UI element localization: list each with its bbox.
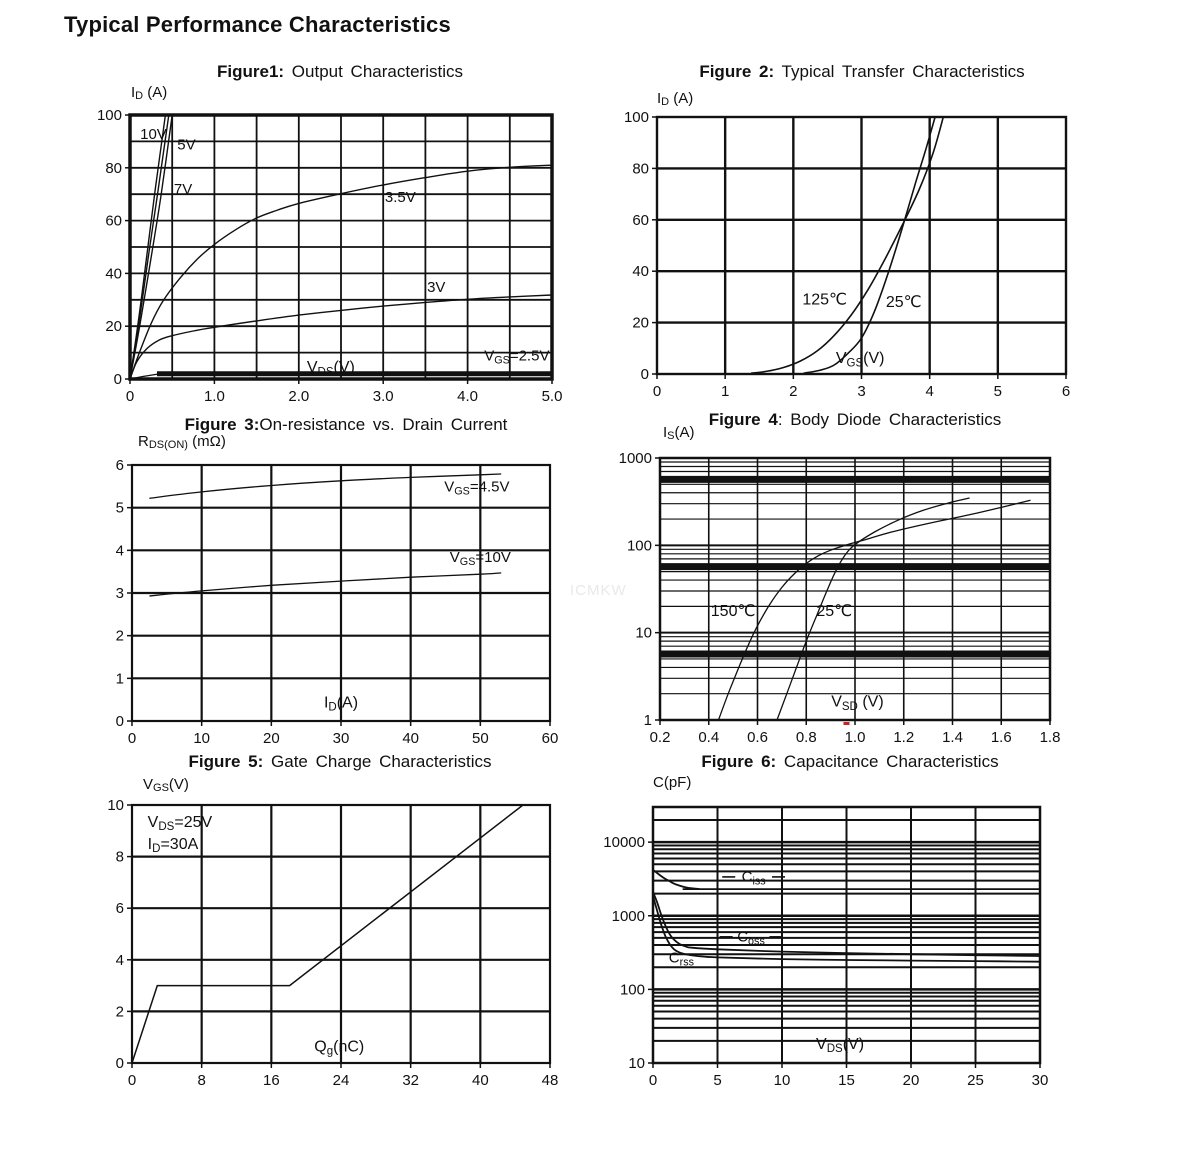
svg-text:40: 40 <box>402 730 420 747</box>
svg-text:0: 0 <box>125 388 135 405</box>
figure-5-caption: Gate Charge Characteristics <box>263 752 492 771</box>
svg-text:100: 100 <box>623 109 649 126</box>
svg-text:30: 30 <box>1031 1072 1049 1089</box>
svg-text:10: 10 <box>628 1055 645 1072</box>
figure-5-y-axis-label: VGS(V) <box>143 776 189 794</box>
svg-text:1.0: 1.0 <box>844 729 866 746</box>
svg-text:8: 8 <box>115 848 124 866</box>
svg-text:Qg(nC): $Q_g(nC)$ <box>314 1038 365 1058</box>
svg-text:40: 40 <box>471 1072 489 1089</box>
svg-text:24: 24 <box>332 1072 350 1089</box>
svg-text:150℃: 150℃ <box>710 603 756 621</box>
svg-text:1000: 1000 <box>611 907 645 925</box>
svg-text:5.0: 5.0 <box>541 388 563 405</box>
svg-text:10: 10 <box>107 797 124 814</box>
svg-text:125℃: 125℃ <box>802 291 848 309</box>
svg-text:32: 32 <box>402 1072 420 1089</box>
svg-text:50: 50 <box>471 730 489 747</box>
figure-3-chart <box>82 457 570 756</box>
svg-text:Crss: $C_{rss}$ <box>668 949 695 969</box>
svg-text:60: 60 <box>632 211 649 229</box>
svg-text:3.0: 3.0 <box>372 388 394 405</box>
svg-text:48: 48 <box>541 1072 559 1089</box>
figure-4-title <box>709 410 1002 430</box>
svg-text:1.6: 1.6 <box>990 729 1012 746</box>
svg-text:30: 30 <box>332 730 350 747</box>
svg-text:1.8: 1.8 <box>1039 729 1061 746</box>
svg-text:ID(A): $I_D(A)$ <box>323 694 359 714</box>
figure-5-number: Figure 5: <box>188 752 264 771</box>
svg-text:4: 4 <box>115 542 124 560</box>
figure-4-caption: : Body Diode Characteristics <box>777 410 1002 429</box>
svg-text:1.2: 1.2 <box>893 729 915 746</box>
svg-text:VGS(V): $V_{GS}(V)$ <box>835 350 885 370</box>
svg-text:16: 16 <box>262 1072 280 1089</box>
figure-2-caption: Typical Transfer Characteristics <box>774 62 1025 81</box>
figure-3-y-axis-label: RDS(ON) (mΩ) <box>138 433 226 451</box>
figure-1-caption: Output Characteristics <box>284 62 463 81</box>
svg-text:3V: 3V <box>427 278 446 296</box>
figure-4-plot <box>610 450 1070 750</box>
svg-text:10000: 10000 <box>603 834 645 852</box>
figure-2-number: Figure 2: <box>699 62 775 81</box>
svg-text:2: 2 <box>115 627 124 645</box>
svg-text:20: 20 <box>262 730 280 747</box>
svg-text:8: 8 <box>197 1072 206 1089</box>
figure-3-number: Figure 3: <box>184 415 260 434</box>
figure-1-number: Figure1: <box>217 62 285 81</box>
figure-2-series-25C <box>804 117 936 373</box>
page-title: Typical Performance Characteristics <box>64 12 451 37</box>
svg-text:VGS=2.5V: $V_{GS}=2.5V$ <box>484 347 550 367</box>
svg-text:80: 80 <box>632 160 649 178</box>
figure-1-plot <box>80 107 572 409</box>
figure-2-chart <box>607 109 1086 409</box>
svg-text:10: 10 <box>635 624 652 642</box>
svg-text:1.0: 1.0 <box>203 388 225 405</box>
svg-text:100: 100 <box>96 107 122 124</box>
svg-text:0: 0 <box>113 371 122 388</box>
svg-text:25℃: 25℃ <box>885 294 922 312</box>
svg-text:15: 15 <box>838 1072 855 1089</box>
svg-text:VDS(V): $V_{DS}(V)$ <box>816 1035 865 1056</box>
svg-text:0: 0 <box>127 730 137 747</box>
svg-text:VGS=10V: $V_{GS}=10V$ <box>449 548 511 568</box>
svg-text:3.5V: 3.5V <box>384 189 416 207</box>
figure-5-title <box>189 752 492 772</box>
figure-3-title <box>185 415 508 435</box>
svg-text:0: 0 <box>640 366 649 383</box>
svg-text:10: 10 <box>193 730 211 747</box>
svg-text:1.4: 1.4 <box>942 729 963 746</box>
figure-2-plot <box>607 109 1086 404</box>
watermark: ICMKW <box>570 582 627 599</box>
svg-text:0: 0 <box>648 1072 658 1089</box>
svg-text:100: 100 <box>619 981 645 999</box>
svg-text:1: 1 <box>643 712 652 729</box>
figure-3-plot <box>82 457 570 751</box>
svg-text:6: 6 <box>115 900 124 918</box>
svg-text:0: 0 <box>127 1072 137 1089</box>
figure-2-title <box>699 62 1024 82</box>
svg-text:25: 25 <box>967 1072 984 1089</box>
svg-text:40: 40 <box>105 265 122 283</box>
svg-text:2: 2 <box>789 383 798 400</box>
svg-text:0.4: 0.4 <box>698 729 720 746</box>
svg-text:20: 20 <box>632 314 649 332</box>
svg-text:0.8: 0.8 <box>795 729 817 746</box>
figure-6-number: Figure 6: <box>701 752 777 771</box>
figure-4-chart <box>610 450 1070 755</box>
svg-text:2.0: 2.0 <box>288 388 310 405</box>
svg-text:1: 1 <box>720 383 730 400</box>
figure-1-title <box>217 62 463 82</box>
svg-text:5V: 5V <box>177 136 196 154</box>
figure-4-number: Figure 4 <box>708 410 778 429</box>
svg-text:4: 4 <box>925 383 934 400</box>
svg-text:4.0: 4.0 <box>457 388 479 405</box>
svg-text:6: 6 <box>1061 383 1071 400</box>
svg-text:VGS=4.5V: $V_{GS}=4.5V$ <box>444 478 510 498</box>
svg-text:VDS=25V: $V_{DS}=25V$ <box>147 813 213 834</box>
svg-text:100: 100 <box>626 537 652 555</box>
svg-text:VDS(V): $V_{DS}(V)$ <box>306 359 355 379</box>
svg-text:VSD (V): $V_{SD}$ (V) <box>831 693 884 713</box>
svg-text:0: 0 <box>652 383 662 400</box>
svg-text:1000: 1000 <box>618 450 652 467</box>
svg-text:7V: 7V <box>173 181 193 199</box>
svg-text:10: 10 <box>773 1072 791 1089</box>
svg-text:20: 20 <box>902 1072 920 1089</box>
svg-text:20: 20 <box>105 318 122 336</box>
svg-text:6: 6 <box>115 457 124 474</box>
figure-2-y-axis-label: ID (A) <box>657 90 694 108</box>
svg-text:80: 80 <box>105 159 122 177</box>
svg-text:4: 4 <box>115 951 124 969</box>
svg-text:0.2: 0.2 <box>649 729 671 746</box>
svg-text:2: 2 <box>115 1003 124 1021</box>
svg-text:40: 40 <box>632 263 649 281</box>
figure-2-series-125C <box>751 117 943 373</box>
figure-1-chart <box>80 107 572 414</box>
svg-text:0: 0 <box>115 1055 124 1072</box>
svg-text:5: 5 <box>993 383 1003 400</box>
svg-text:Coss: $C_{oss}$ <box>737 928 765 948</box>
figure-5-chart <box>82 797 570 1098</box>
svg-text:5: 5 <box>115 499 124 517</box>
svg-text:3: 3 <box>115 585 124 602</box>
figure-4-series-150C <box>719 500 1031 720</box>
figure-5-plot <box>82 797 570 1093</box>
svg-text:5: 5 <box>713 1072 722 1089</box>
svg-text:0: 0 <box>115 713 124 730</box>
figure-6-title <box>701 752 998 772</box>
figure-6-y-axis-label: C(pF) <box>653 774 692 791</box>
svg-text:Ciss: $C_{iss}$ <box>741 868 766 888</box>
figure-3-caption: On-resistance vs. Drain Current <box>259 415 508 434</box>
svg-text:0.6: 0.6 <box>747 729 768 746</box>
svg-text:3: 3 <box>857 383 866 400</box>
figure-4-y-axis-label: IS(A) <box>663 424 695 442</box>
svg-text:60: 60 <box>105 212 122 230</box>
svg-text:10V: 10V <box>140 125 167 143</box>
svg-text:ID=30A: $I_D=30A$ <box>147 835 199 856</box>
figure-6-chart <box>603 799 1060 1098</box>
figure-6-caption: Capacitance Characteristics <box>776 752 999 771</box>
figure-6-plot <box>603 799 1060 1093</box>
svg-text:60: 60 <box>541 730 559 747</box>
svg-text:1: 1 <box>115 670 124 688</box>
svg-text:25℃: 25℃ <box>816 603 853 621</box>
figure-1-y-axis-label: ID (A) <box>131 84 168 102</box>
